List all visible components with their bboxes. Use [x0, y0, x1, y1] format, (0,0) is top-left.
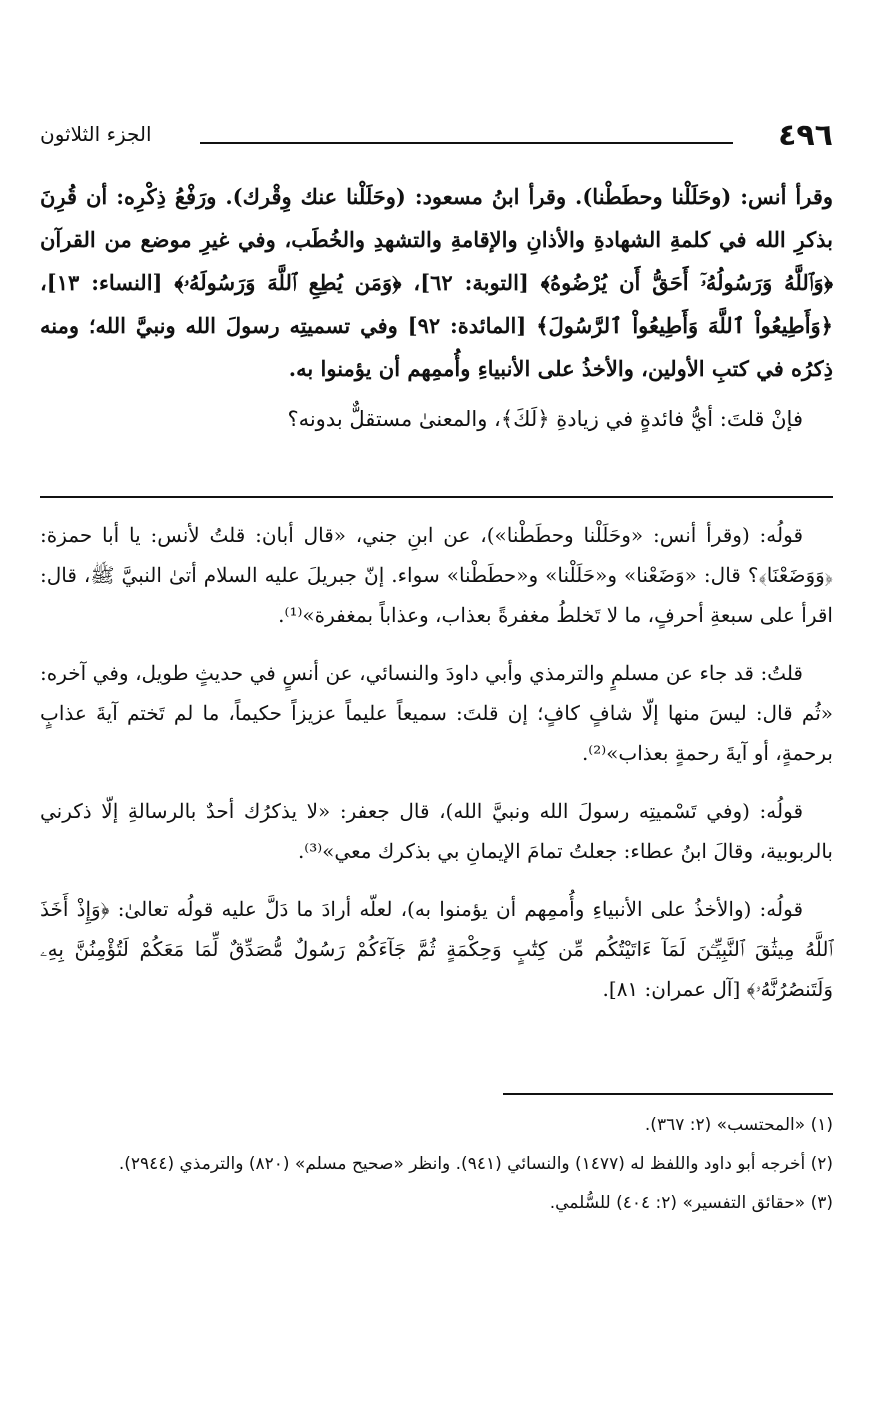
main-paragraph-2: فإنْ قلتَ: أيُّ فائدةٍ في زيادةِ ﴿لَكَ﴾، والمعنىٰ مستقلٌّ بدونه؟	[287, 407, 803, 431]
main-paragraph-1: وقرأ أنس: (وحَلَلْنا وحطَطْنا). وقرأ ابنُ مسعود: (وحَلَلْنا عنك وِقْرك). ورَفْعُ ذِكْرِه: أن قُرِنَ بذكرِ الله في كلمةِ الشهادةِ والأذانِ والإقامةِ والتشهدِ والخُطَب، وفي غيرِ موضع من القرآن ﴿وَٱللَّهُ وَرَسُولُهُۥٓ أَحَقُّ أَن يُرْضُوهُ﴾ [التوبة: ٦٢]، ﴿وَمَن يُطِعِ ٱللَّهَ وَرَسُولَهُۥ﴾ [النساء: ١٣]، ﴿وَأَطِيعُواْ ٱللَّهَ وَأَطِيعُواْ ٱلرَّسُولَ﴾ [المائدة: ٩٢] وفي تسميتِه رسولَ الله ونبيَّ الله؛ ومنه ذِكرُه في كتبِ الأولين، والأخذُ على الأنبياءِ وأُممِهم أن يؤمنوا به.	[40, 184, 833, 381]
footnote-rule	[503, 1093, 833, 1095]
section-divider	[40, 496, 833, 498]
commentary-paragraph-4: قولُه: (والأخذُ على الأنبياءِ وأُممِهم أن يؤمنوا به)، لعلّه أرادَ ما دَلَّ عليه قولُه تعالىٰ: ﴿وَإِذْ أَخَذَ ٱللَّهُ مِيثَٰقَ ٱلنَّبِيِّـۧنَ لَمَآ ءَاتَيْتُكُم مِّن كِتَٰبٍ وَحِكْمَةٍ ثُمَّ جَآءَكُمْ رَسُولٌ مُّصَدِّقٌ لِّمَا مَعَكُمْ لَتُؤْمِنُنَّ بِهِۦ وَلَتَنصُرُنَّهُۥ﴾ [آل عمران: ٨١].	[40, 897, 833, 1001]
commentary-paragraph-2: قلتُ: قد جاء عن مسلمٍ والترمذي وأبي داودَ والنسائي، عن أنسٍ في حديثٍ طويل، وفي آخره: «ثُم قال: ليسَ منها إلّا شافٍ كافٍ؛ إن قلتَ: سميعاً عليماً عزيزاً حكيماً، ما لم تَختم آيةَ عذابٍ برحمةٍ، أو آيةَ رحمةٍ بعذاب»⁽²⁾.	[40, 661, 833, 765]
page-number: ٤٩٦	[778, 118, 833, 153]
footnote-3: (٣) «حقائق التفسير» (٢: ٤٠٤) للسُّلمي.	[549, 1193, 833, 1213]
commentary-section	[40, 515, 833, 1027]
running-title: الجزء الثلاثون	[40, 122, 152, 146]
main-text	[40, 175, 833, 441]
commentary-paragraph-1: قولُه: (وقرأ أنس: «وحَلَلْنا وحطَطْنا»)، عن ابنِ جني، «قال أبان: قلتُ لأنس: يا أبا حمزة: ﴿وَوَضَعْنَا﴾؟ قال: «وَضَعْنا» و«حَلَلْنا» و«حطَطْنا» سواء. إنّ جبريلَ عليه السلام أتىٰ النبيَّ ﷺ، قال: اقرأ على سبعةِ أحرفٍ، ما لا تَخلطُ مغفرةً بعذاب، وعذاباً بمغفرة»⁽¹⁾.	[40, 523, 833, 627]
footnotes	[40, 1110, 833, 1227]
header-rule	[200, 142, 733, 144]
footnote-1: (١) «المحتسب» (٢: ٣٦٧).	[644, 1115, 833, 1135]
commentary-paragraph-3: قولُه: (وفي تَسْميتِه رسولَ الله ونبيَّ الله)، قال جعفر: «لا يذكرُك أحدٌ بالرسالةِ إلّا ذكرني بالربوبية، وقالَ ابنُ عطاء: جعلتُ تمامَ الإيمانِ بي بذكرك معي»⁽³⁾.	[40, 799, 833, 863]
footnote-2: (٢) أخرجه أبو داود واللفظ له (١٤٧٧) والنسائي (٩٤١). وانظر «صحيح مسلم» (٨٢٠) والترمذي (٢٩٤٤).	[118, 1154, 833, 1174]
page-header	[40, 118, 833, 168]
